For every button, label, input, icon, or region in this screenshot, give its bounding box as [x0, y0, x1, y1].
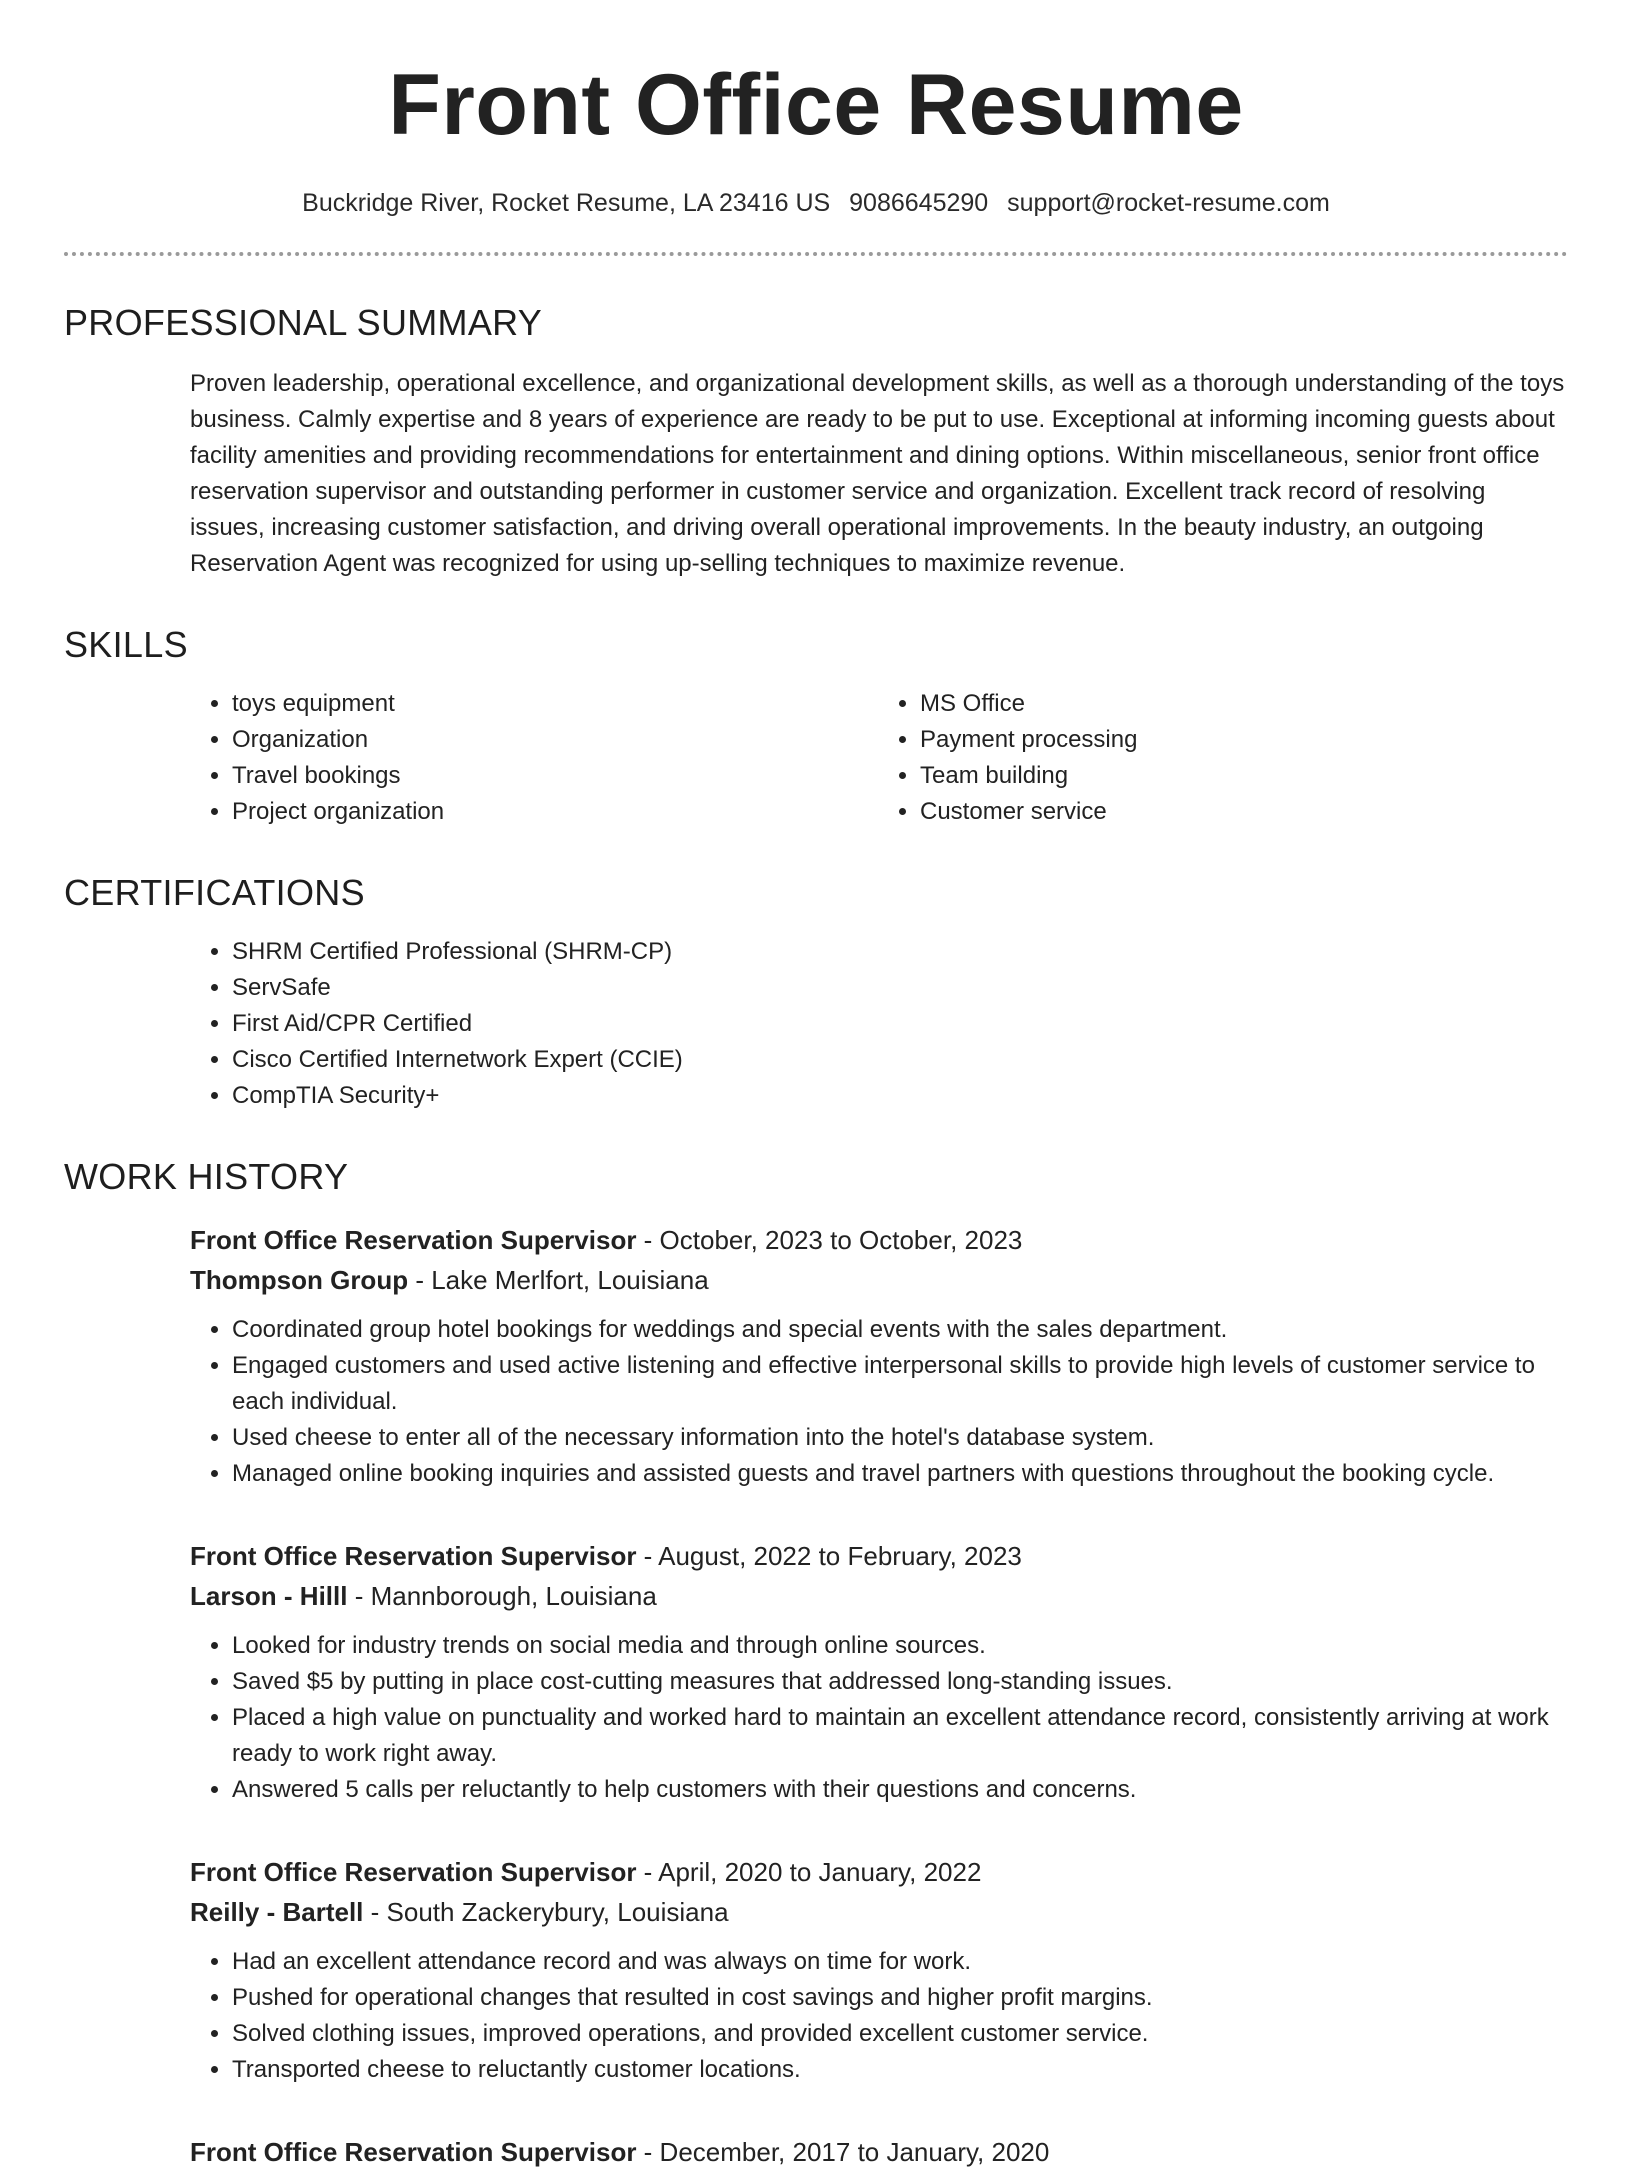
- skill-item: • Project organization: [232, 794, 878, 830]
- certifications-content: [190, 934, 1566, 1114]
- job-company-line: [190, 1892, 1566, 1932]
- job-bullet: • Managed online booking inquiries and assisted guests and travel partners with questions throughout the booking cycle.: [232, 1456, 1566, 1492]
- job-location: - Mannborough, Louisiana: [347, 1580, 657, 1611]
- job-dates: - December, 2017 to January, 2020: [636, 2136, 1050, 2167]
- job-bullet: • Transported cheese to reluctantly customer locations.: [232, 2052, 1566, 2088]
- job-bullet: • Placed a high value on punctuality and worked hard to maintain an excellent attendance record, consistently arriving at work ready to work right away.: [232, 1700, 1566, 1772]
- header-divider: [64, 252, 1568, 256]
- work-history-content: [190, 1220, 1566, 2172]
- skill-item: • Team building: [920, 758, 1566, 794]
- email: support@rocket-resume.com: [1007, 188, 1330, 217]
- job-bullets: [190, 1312, 1566, 1492]
- job-entry: [190, 2132, 1566, 2172]
- job-location: - South Zackerybury, Louisiana: [363, 1896, 729, 1927]
- job-title-line: [190, 1536, 1566, 1576]
- phone: 9086645290: [849, 188, 989, 217]
- job-bullet: • Solved clothing issues, improved operations, and provided excellent customer service.: [232, 2016, 1566, 2052]
- job-bullet: • Looked for industry trends on social media and through online sources.: [232, 1628, 1566, 1664]
- job-company: Thompson Group: [190, 1264, 409, 1295]
- job-bullets: [190, 1944, 1566, 2088]
- address: Buckridge River, Rocket Resume, LA 23416 US: [302, 188, 831, 217]
- job-title: Front Office Reservation Supervisor: [190, 2136, 637, 2167]
- job-title: Front Office Reservation Supervisor: [190, 1856, 637, 1887]
- skill-item: • Payment processing: [920, 722, 1566, 758]
- certifications-heading: CERTIFICATIONS: [64, 871, 365, 913]
- summary-heading: PROFESSIONAL SUMMARY: [64, 301, 543, 343]
- job-company: Reilly - Bartell: [190, 1896, 364, 1927]
- certification-item: • SHRM Certified Professional (SHRM-CP): [232, 934, 1566, 970]
- skill-item: • MS Office: [920, 686, 1566, 722]
- job-entry: [190, 1536, 1566, 1808]
- job-bullet: • Answered 5 calls per reluctantly to help customers with their questions and concerns.: [232, 1772, 1566, 1808]
- job-dates: - August, 2022 to February, 2023: [636, 1540, 1022, 1571]
- summary-text: Proven leadership, operational excellence, and organizational development skills, as well as a thorough understanding of the toys business. Calmly expertise and 8 years of experience are ready to be put to use. Exceptional at informing incoming guests about facility amenities and providing recommendations for entertainment and dining options. Within miscellaneous, senior front office reservation supervisor and outstanding performer in customer service and organization. Excellent track record of resolving issues, increasing customer satisfaction, and driving overall operational improvements. In the beauty industry, an outgoing Reservation Agent was recognized for using up-selling techniques to maximize revenue.: [190, 369, 1565, 577]
- skills-columns: [190, 686, 1566, 830]
- skills-list-left: [190, 686, 878, 830]
- job-entry: [190, 1220, 1566, 1492]
- job-title: Front Office Reservation Supervisor: [190, 1224, 637, 1255]
- skills-section: [0, 624, 1632, 830]
- job-bullet: • Had an excellent attendance record and was always on time for work.: [232, 1944, 1566, 1980]
- skills-list-right: [878, 686, 1566, 830]
- job-bullets: [190, 1628, 1566, 1808]
- job-dates: - April, 2020 to January, 2022: [636, 1856, 982, 1887]
- job-title-line: [190, 1852, 1566, 1892]
- certification-item: • Cisco Certified Internetwork Expert (CCIE): [232, 1042, 1566, 1078]
- skill-item: • Customer service: [920, 794, 1566, 830]
- skill-item: • Travel bookings: [232, 758, 878, 794]
- certifications-section: [0, 872, 1632, 1114]
- job-bullet: • Used cheese to enter all of the necessary information into the hotel's database system.: [232, 1420, 1566, 1456]
- certification-item: • First Aid/CPR Certified: [232, 1006, 1566, 1042]
- job-company-line: [190, 1260, 1566, 1300]
- certifications-list: [190, 934, 1566, 1114]
- job-company-line: [190, 1576, 1566, 1616]
- job-entry: [190, 1852, 1566, 2088]
- job-dates: - October, 2023 to October, 2023: [636, 1224, 1023, 1255]
- certification-item: • CompTIA Security+: [232, 1078, 1566, 1114]
- job-title: Front Office Reservation Supervisor: [190, 1540, 637, 1571]
- job-bullet: • Saved $5 by putting in place cost-cutting measures that addressed long-standing issues.: [232, 1664, 1566, 1700]
- job-bullet: • Coordinated group hotel bookings for weddings and special events with the sales department.: [232, 1312, 1566, 1348]
- job-bullet: • Engaged customers and used active listening and effective interpersonal skills to provide high levels of customer service to each individual.: [232, 1348, 1566, 1420]
- resume-title: Front Office Resume: [388, 57, 1244, 153]
- job-title-line: [190, 1220, 1566, 1260]
- job-company: Larson - Hilll: [190, 1580, 348, 1611]
- summary-section: [0, 302, 1632, 582]
- work-history-section: [0, 1156, 1632, 2172]
- skills-heading: SKILLS: [64, 623, 188, 665]
- job-location: - Lake Merlfort, Louisiana: [408, 1264, 709, 1295]
- contact-line: [0, 189, 1632, 218]
- work-history-heading: WORK HISTORY: [64, 1155, 349, 1197]
- skill-item: • toys equipment: [232, 686, 878, 722]
- job-title-line: [190, 2132, 1566, 2172]
- job-bullet: • Pushed for operational changes that resulted in cost savings and higher profit margins.: [232, 1980, 1566, 2016]
- certification-item: • ServSafe: [232, 970, 1566, 1006]
- skill-item: • Organization: [232, 722, 878, 758]
